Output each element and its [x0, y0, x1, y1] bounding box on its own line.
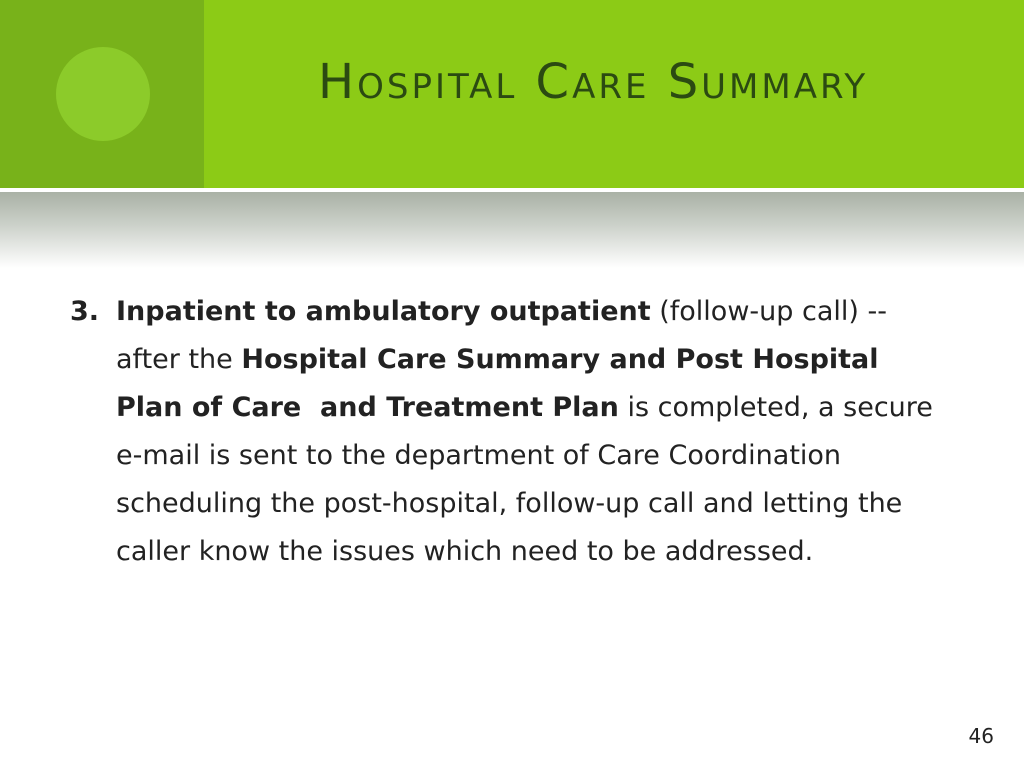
header-left-panel — [0, 0, 204, 188]
numbered-item — [70, 288, 940, 576]
item-text-bold-1: Inpatient to ambulatory outpatient — [116, 296, 651, 327]
header-bar — [0, 0, 1024, 188]
decorative-circle — [56, 47, 150, 141]
item-text-bold-2: Hospital Care Summary and Post Hospital Plan of Care and Treatment Plan — [116, 344, 888, 423]
item-text-normal-1: (follow-up call) -- after the — [116, 296, 887, 375]
gradient-band — [0, 192, 1024, 268]
slide-content — [70, 288, 940, 576]
slide-title: Hospital Care Summary — [318, 54, 869, 110]
item-text-normal-2: is completed, a secure e-mail is sent to the department of Care Coordination scheduling the post-hospital, follow-up call and letting the caller know the issues which need to be addressed. — [116, 392, 933, 567]
page-number: 46 — [968, 724, 994, 748]
item-text — [116, 288, 940, 576]
item-number: 3. — [70, 296, 100, 327]
